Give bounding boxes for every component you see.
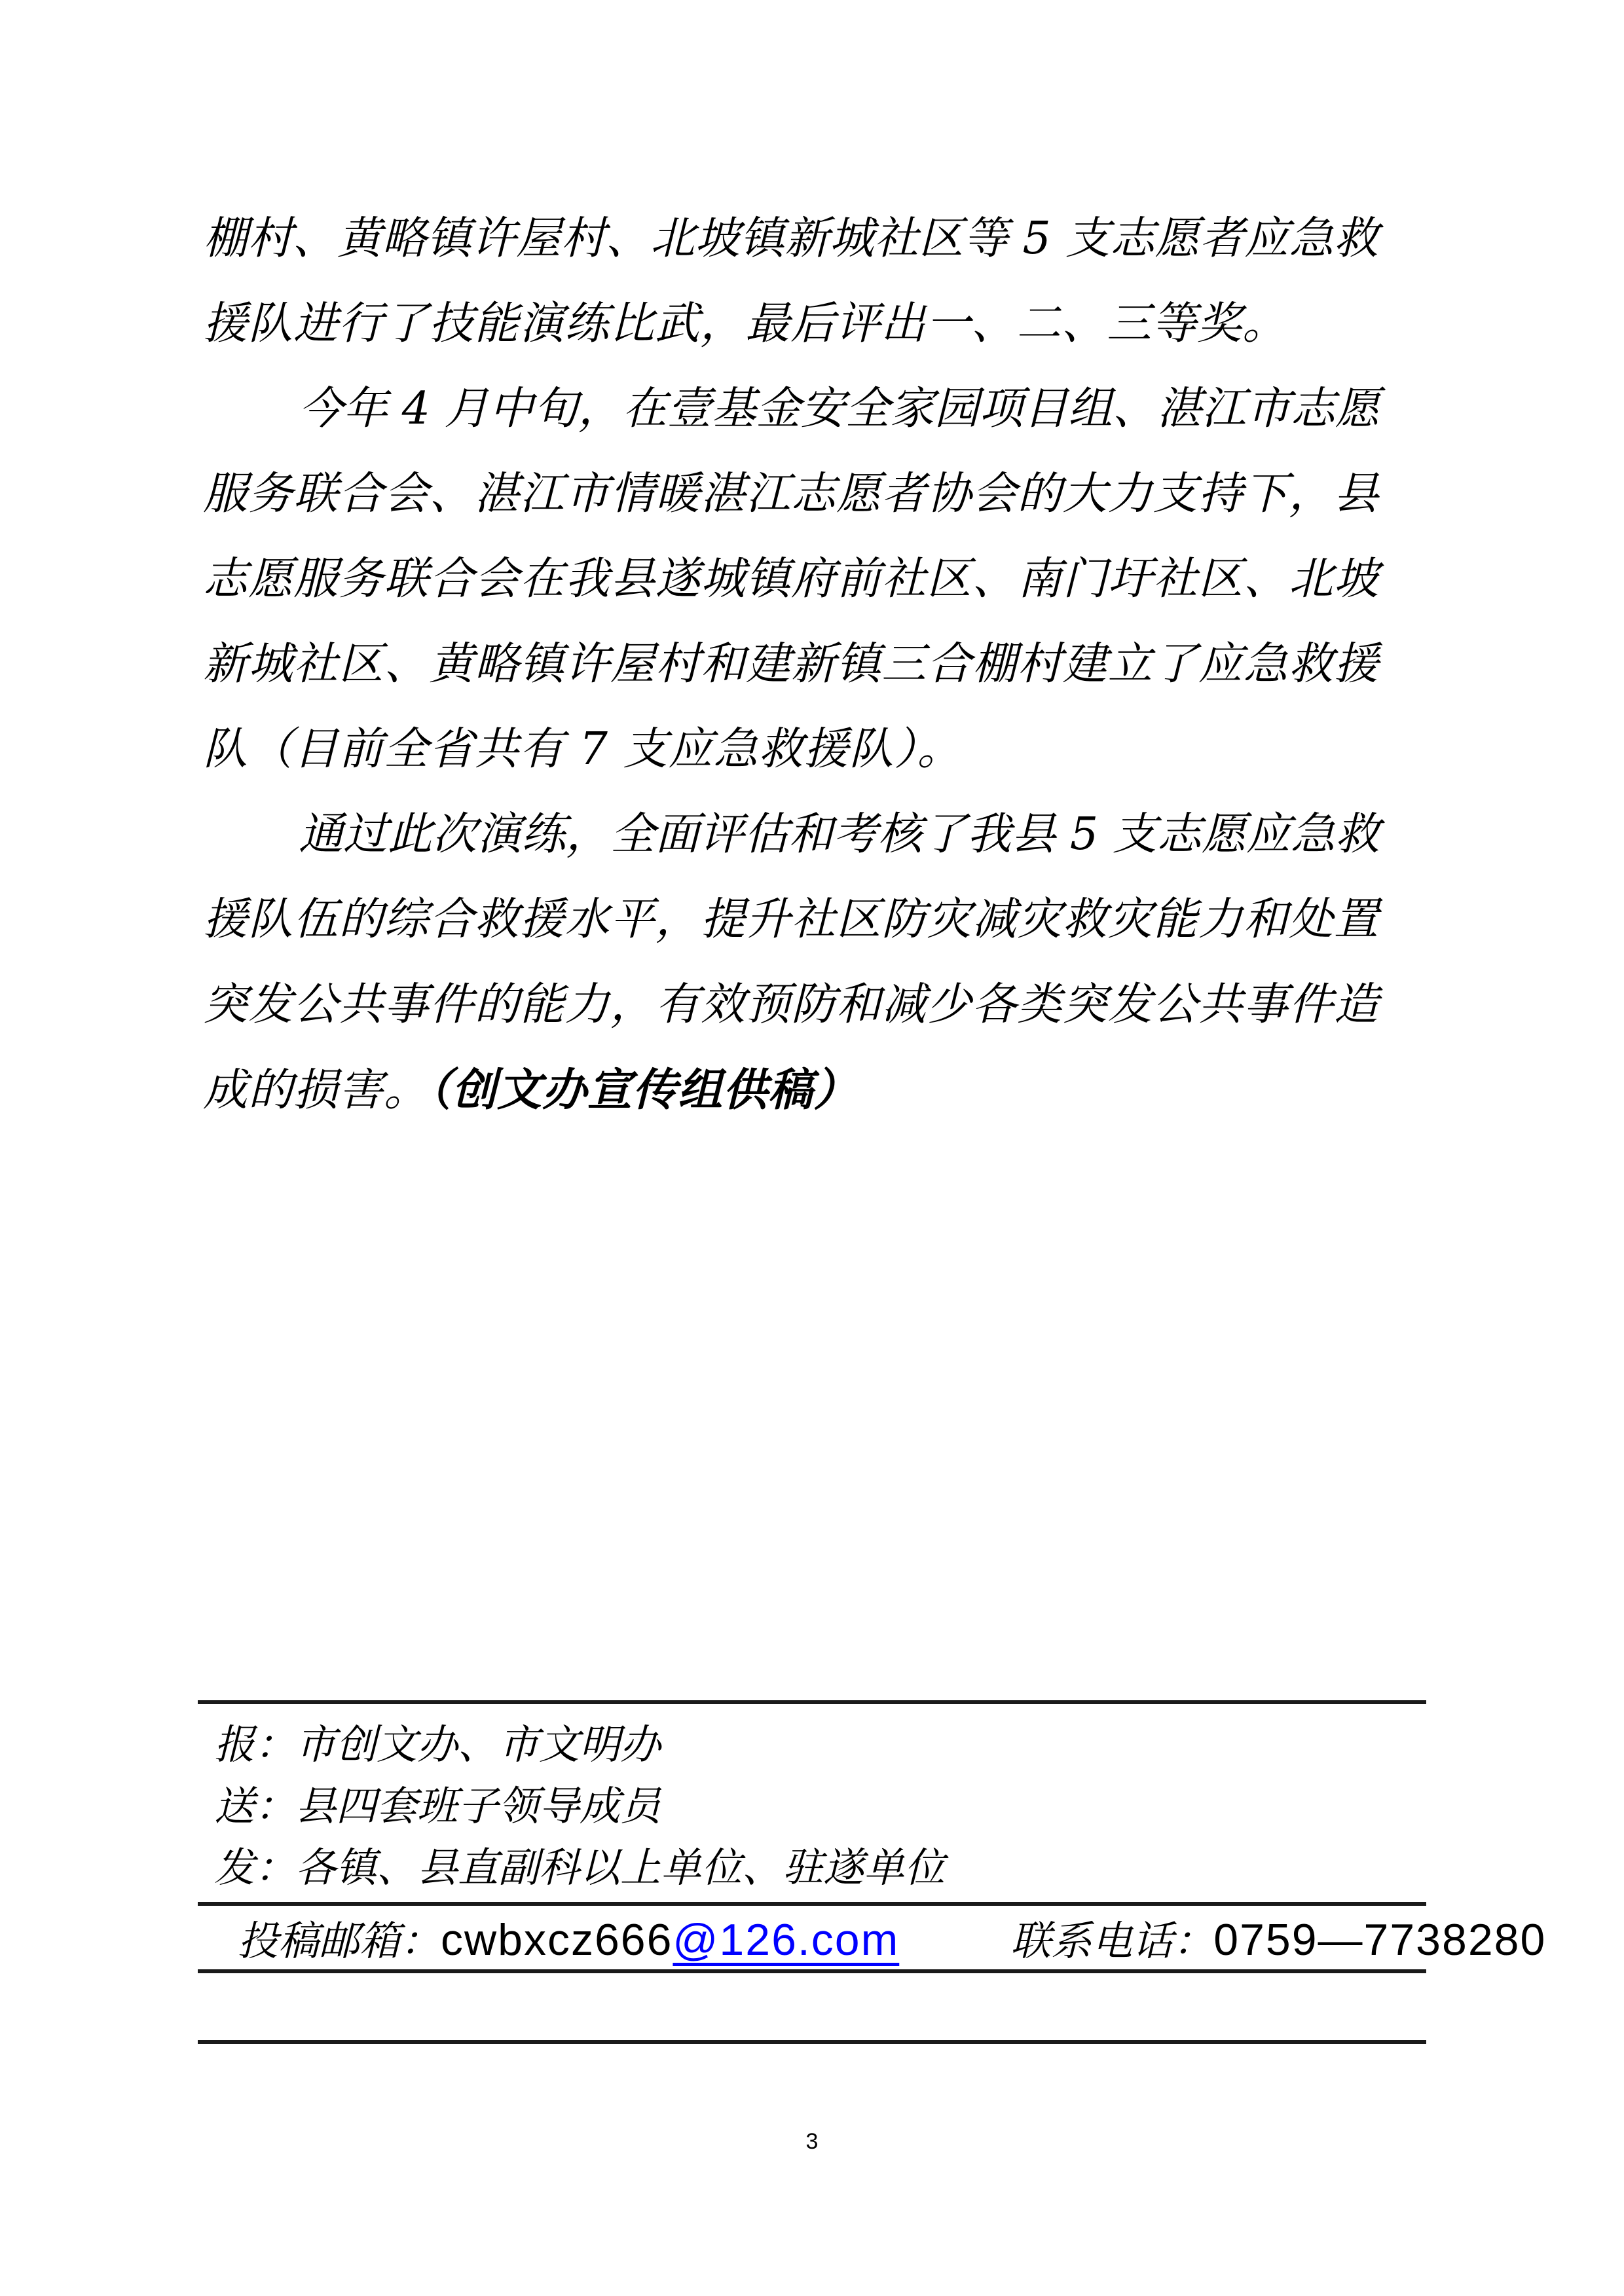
email-user: cwbxcz666 xyxy=(441,1915,673,1965)
divider-line-below-contact xyxy=(198,1969,1426,1973)
distribution-row-text: 市创文办、市文明办 xyxy=(295,1721,661,1768)
body-line: 通 过 此 次 演 练 ， 全 面 评 估 和 考 核 了 我 县 5 支 志 愿 应 急 救 xyxy=(299,809,1380,860)
distribution-row-text: 各镇、县直副科以上单位、驻遂单位 xyxy=(295,1844,946,1891)
distribution-row xyxy=(214,1837,945,1899)
page-number: 3 xyxy=(805,2129,819,2154)
distribution-row-label: 发： xyxy=(214,1844,296,1891)
body-text xyxy=(203,196,1378,1133)
body-line: 突 发 公 共 事 件 的 能 力 ， 有 效 预 防 和 减 少 各 类 突 发 公 共 事 件 造 xyxy=(203,979,1378,1030)
divider-line-top xyxy=(198,1700,1426,1704)
distribution-list xyxy=(214,1714,945,1899)
distribution-row-label: 报： xyxy=(214,1721,296,1768)
body-line: 成的损害。（创文办宣传组供稿） xyxy=(203,1064,859,1116)
body-line: 志 愿 服 务 联 合 会 在 我 县 遂 城 镇 府 前 社 区 、 南 门 圩 社 区 、 北 坡 xyxy=(203,553,1378,605)
body-line: 今 年 4 月 中 旬 ， 在 壹 基 金 安 全 家 园 项 目 组 、 湛 江 市 志 愿 xyxy=(299,383,1380,435)
divider-line-middle xyxy=(198,1902,1426,1906)
distribution-row xyxy=(214,1776,945,1837)
distribution-row xyxy=(214,1714,945,1776)
phone-number: 0759—7738280 xyxy=(1213,1915,1547,1965)
body-line: 援队进行了技能演练比武，最后评出一、二、三等奖。 xyxy=(203,298,1288,350)
body-line: 服 务 联 合 会 、 湛 江 市 情 暖 湛 江 志 愿 者 协 会 的 大 力 支 持 下 ， 县 xyxy=(203,468,1378,520)
credit-note: （创文办宣传组供稿） xyxy=(429,1064,859,1116)
body-line: 队（目前全省共有 7 支应急救援队）。 xyxy=(203,723,963,775)
divider-line-bottom xyxy=(198,2040,1426,2044)
distribution-row-text: 县四套班子领导成员 xyxy=(295,1782,661,1830)
email-domain-link[interactable]: @126.com xyxy=(673,1915,900,1965)
email-label: 投稿邮箱： xyxy=(238,1917,441,1965)
contact-row xyxy=(238,1909,1546,1971)
body-line: 新 城 社 区 、 黄 略 镇 许 屋 村 和 建 新 镇 三 合 棚 村 建 立 了 应 急 救 援 xyxy=(203,638,1378,690)
distribution-row-label: 送： xyxy=(214,1782,296,1830)
phone-label: 联系电话： xyxy=(1010,1917,1214,1965)
body-line: 棚 村 、 黄 略 镇 许 屋 村 、 北 坡 镇 新 城 社 区 等 5 支 志 愿 者 应 急 救 xyxy=(203,213,1378,264)
body-line: 援 队 伍 的 综 合 救 援 水 平 ， 提 升 社 区 防 灾 减 灾 救 灾 能 力 和 处 置 xyxy=(203,894,1378,945)
